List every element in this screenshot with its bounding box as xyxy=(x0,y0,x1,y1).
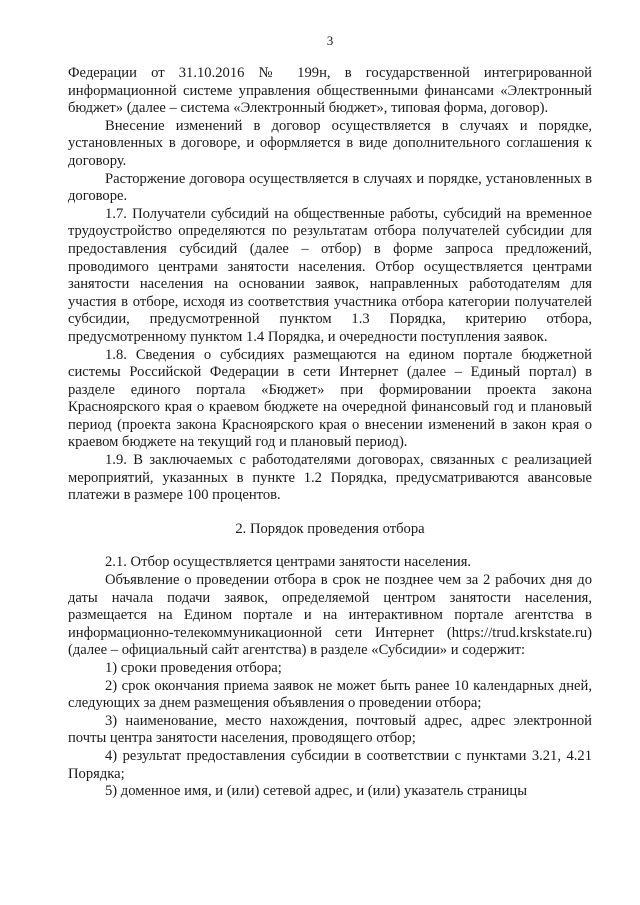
paragraph-announcement: Объявление о проведении отбора в срок не позднее чем за 2 рабочих дня до даты начала подачи заявок, определяемой центром занятости населения, размещается на Едином портале и на интерактивном портале агентства в информационно-телекоммуникационной сети Интернет (https://trud.krskstate.ru) (далее – официальный сайт агентства) в разделе «Субсидии» и содержит: xyxy=(68,572,592,659)
page-content xyxy=(68,65,592,801)
paragraph-contract-changes: Внесение изменений в договор осуществляется в случаях и порядке, установленных в договоре, и оформляется в виде дополнительного соглашения к договору. xyxy=(68,117,592,169)
page-number: 3 xyxy=(326,33,334,48)
paragraph-contract-termination: Расторжение договора осуществляется в случаях и порядке, установленных в договоре. xyxy=(68,170,592,205)
paragraph-federation-continuation: Федерации от 31.10.2016 № 199н, в государственной интегрированной информационной системе управления общественными финансами «Электронный бюджет» (далее – система «Электронный бюджет», типовая форма, договор). xyxy=(68,65,592,117)
paragraph-1-9: 1.9. В заключаемых с работодателями договорах, связанных с реализацией мероприятий, указанных в пункте 1.2 Порядка, предусматриваются авансовые платежи в размере 100 процентов. xyxy=(68,452,592,504)
section-2-heading: 2. Порядок проведения отбора xyxy=(235,520,425,537)
list-item: 3) наименование, место нахождения, почтовый адрес, адрес электронной почты центра занятости населения, проводящего отбор; xyxy=(68,712,592,747)
paragraph-1-7: 1.7. Получатели субсидий на общественные работы, субсидий на временное трудоустройство определяются по результатам отбора получателей субсидии для предоставления субсидий (далее – отбор) в форме запроса предложений, проводимого центрами занятости населения. Отбор осуществляется центрами занятости населения на основании заявок, направленных работодателям для участия в отборе, исходя из соответствия участника отбора категории получателей субсидии, предусмотренной пунктом 1.3 Порядка, критерию отбора, предусмотренному пунктом 1.4 Порядка, и очередности поступления заявок. xyxy=(68,205,592,345)
list-item: 5) доменное имя, и (или) сетевой адрес, и (или) указатель страницы xyxy=(105,783,528,800)
list-item: 1) сроки проведения отбора; xyxy=(105,660,282,676)
list-item: 2) срок окончания приема заявок не может быть ранее 10 календарных дней, следующих за днем размещения объявления о проведении отбора; xyxy=(68,677,592,712)
paragraph-1-8: 1.8. Сведения о субсидиях размещаются на едином портале бюджетной системы Российской Федерации в сети Интернет (далее – Единый портал) в разделе единого портала «Бюджет» при формировании проекта закона Красноярского края о краевом бюджете на очередной финансовый год и плановый период (проекта закона Красноярского края о внесении изменений в закон края о краевом бюджете на текущий год и плановый период). xyxy=(68,346,592,451)
list-item: 4) результат предоставления субсидии в соответствии с пунктами 3.21, 4.21 Порядка; xyxy=(68,747,592,782)
paragraph-2-1: 2.1. Отбор осуществляется центрами занятости населения. xyxy=(105,554,472,571)
